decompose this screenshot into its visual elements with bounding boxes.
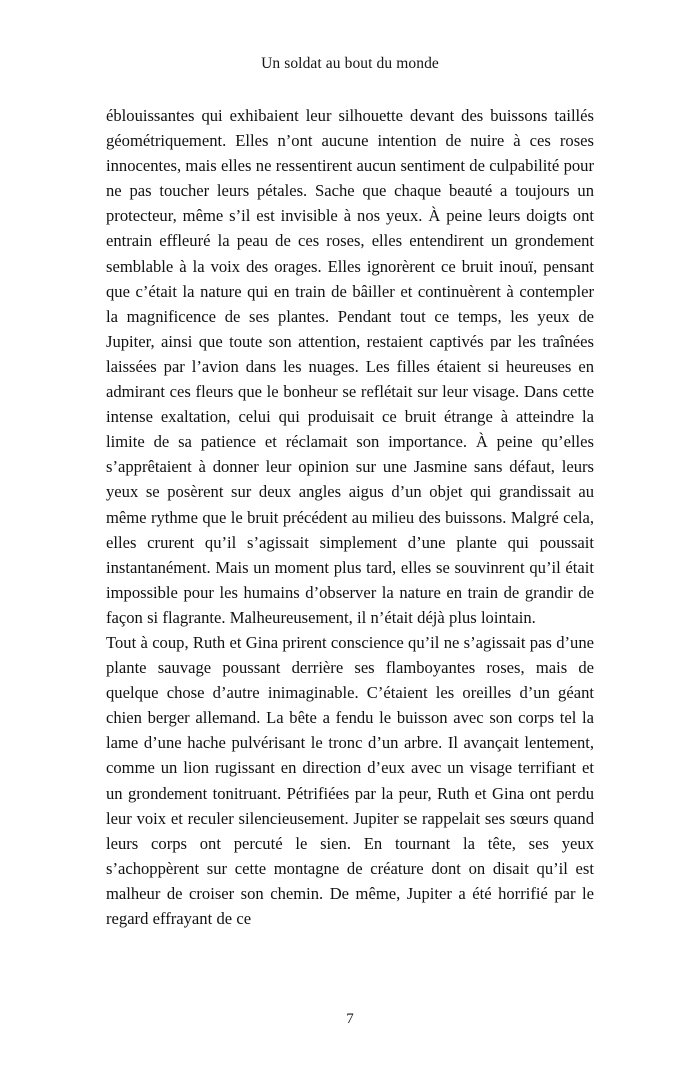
running-header: Un soldat au bout du monde xyxy=(261,55,439,72)
body-paragraph: Tout à coup, Ruth et Gina prirent conscience qu’il ne s’agissait pas d’une plante sauvage poussant derrière ses flamboyantes roses, mais de quelque chose d’autre inimaginable. C’étaient les oreilles d’un géant chien berger allemand. La bête a fendu le buisson avec son corps tel la lame d’une hache pulvérisant le tronc d’un arbre. Il avançait lentement, comme un lion rugissant en direction d’eux avec un visage terrifiant et un grondement tonitruant. Pétrifiées par la peur, Ruth et Gina ont perdu leur voix et reculer silencieusement. Jupiter se rappelait ses sœurs quand leurs corps ont percuté le sien. En tournant la tête, ses yeux s’achoppèrent sur cette montagne de créature dont on disait qu’il est malheur de croiser son chemin. De même, Jupiter a été horrifié par le regard effrayant de ce xyxy=(106,632,594,928)
body-text-block xyxy=(106,103,594,931)
page-number: 7 xyxy=(346,1011,354,1027)
body-paragraph: éblouissantes qui exhibaient leur silhouette devant des buissons taillés géométriquement. Elles n’ont aucune intention de nuire à ces roses innocentes, mais elles ne ressentirent aucun sentiment de culpabilité pour ne pas toucher leurs pétales. Sache que chaque beauté a toujours un protecteur, même s’il est invisible à nos yeux. À peine leurs doigts ont entrain effleuré la peau de ces roses, elles entendirent un grondement semblable à la voix des orages. Elles ignorèrent ce bruit inouï, pensant que c’était la nature qui en train de bâiller et continuèrent à contempler la magnificence de ses plantes. Pendant tout ce temps, les yeux de Jupiter, ainsi que toute son attention, restaient captivés par les traînées laissées par l’avion dans les nuages. Les filles étaient si heureuses en admirant ces fleurs que le bonheur se reflétait sur leur visage. Dans cette intense exaltation, celui qui produisait ce bruit étrange à atteindre la limite de sa patience et réclamait son importance. À peine qu’elles s’apprêtaient à donner leur opinion sur une Jasmine sans défaut, leurs yeux se posèrent sur deux angles aigus d’un objet qui grandissait au même rythme que le bruit précédent au milieu des buissons. Malgré cela, elles crurent qu’il s’agissait simplement d’une plante qui poussait instantanément. Mais un moment plus tard, elles se souvinrent qu’il était impossible pour les humains d’observer la nature en train de grandir de façon si flagrante. Malheureusement, il n’était déjà plus lointain. xyxy=(106,106,594,627)
